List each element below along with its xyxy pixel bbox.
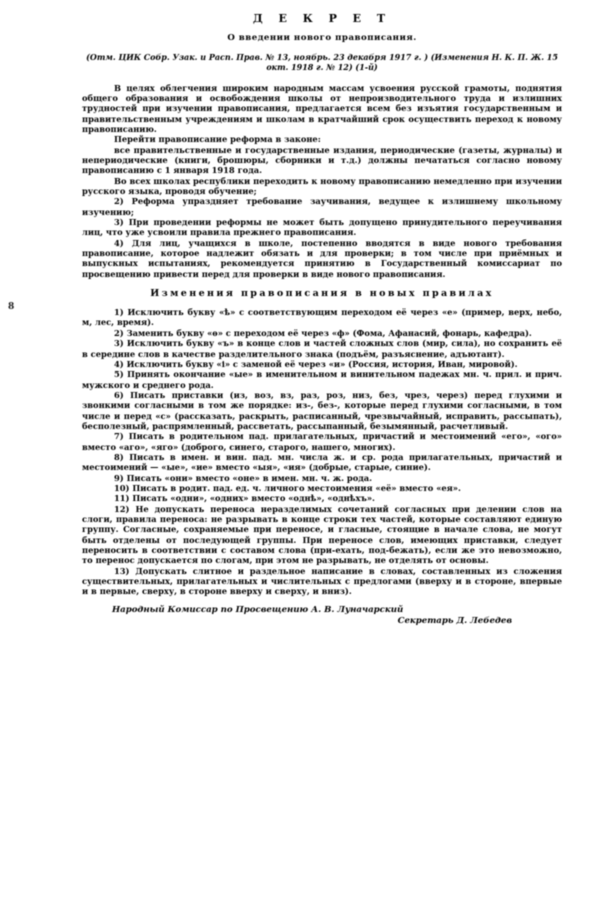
document-source: (Отм. ЦИК Собр. Узак. и Расп. Прав. № 13, ноябрь. 23 декабря 1917 г. ) (Изменения Н. К. П. Ж. 15 окт. 1918 г. № 12) (1-й) [86, 52, 558, 72]
paragraph: Во всех школах республики переходить к новому правописанию немедленно при изучении русского языка, проводя обучение; [82, 175, 562, 197]
rule-item: 4) Исключить букву «і» с заменой её через «и» (Россия, история, Иван, мировой). [114, 358, 518, 369]
document-title: Д Е К Р Е Т [252, 12, 392, 25]
rule-item: 11) Писать «одни», «одних» вместо «однѣ», «однѣхъ». [114, 493, 375, 504]
intro-section [82, 83, 562, 280]
paragraph: все правительственные и государственные издания, периодические (газеты, журналы) и непериодические (книги, брошюры, сборники и т.д.) должны печататься согласно новому правописанию с 1 января 1918 года. [82, 144, 562, 176]
rule-item: 9) Писать «они» вместо «оне» в имен. мн. ч. ж. рода. [114, 472, 373, 483]
secretary-signature: Секретарь Д. Лебедев [397, 615, 512, 626]
rule-item: 6) Писать приставки (из, воз, вз, раз, роз, низ, без, чрез, через) перед глухими и звонкими согласными в том же порядке: из-, без-, которые перед глухими согласными, в том числе и перед «с» (рассказать, раскрыть, расписанный, чрезвычайный, исправить, рассыпать), бесполезный, распрямленный, рассветать, рассыпанный, безымянный, расчетливый. [82, 389, 562, 431]
paragraph: 4) Для лиц, учащихся в школе, постепенно вводятся в виде нового требования правописание, которое надлежит обязать и для проверки; в том числе при приёмных и выпускных испытаниях, рекомендуется принятию в Государственный комиссариат по просвещению привести перед для проверки в виде нового правописания. [82, 237, 562, 279]
paragraph: Перейти правописание реформа в законе: [114, 134, 321, 145]
rule-item: 7) Писать в родительном пад. прилагательных, причастий и местоимений «его», «ого» вместо «аго», «яго» (доброго, синего, старого, нашего, многих). [82, 431, 562, 452]
paragraph: 3) При проведении реформы не может быть допущено принудительного переучивания лиц, что уже усвоили правила прежнего правописания. [82, 217, 562, 238]
rule-item: 12) Не допускать переноса неразделимых сочетаний согласных при делении слов на слоги, правила переноса: не разрывать в конце строки тех частей, которые составляют единую группу. Согласные, сохраняемые при переносе, и гласные, стоящие в начале слова, не могут быть отделены от последующей группы. При переносе слов, имеющих приставки, следует переносить в соответствии с составом слова (при-ехать, под-бежать), если же это невозможно, то перенос допускается по слогам, при этом не разрывать, не отделять от основы. [82, 503, 562, 566]
rule-item: 5) Принять окончание «ые» в именительном и винительном падежах мн. ч. прил. и прич. мужского и среднего рода. [82, 369, 562, 390]
rules-section [82, 307, 562, 597]
margin-mark: 8 [8, 302, 15, 312]
rule-item: 3) Исключить букву «ъ» в конце слов и частей сложных слов (мир, сила), но сохранить её в середине слов в качестве разделительного знака (подъём, разъяснение, адъютант). [82, 338, 562, 359]
paragraph: В целях облегчения широким народным массам усвоения русской грамоты, поднятия общего образования и освобождения школы от непроизводительного труда и излишних трудностей при изучении правописания, предлагается всем без изъятия государственным и правительственным учреждениям и школам в кратчайший срок осуществить переход к новому правописанию. [82, 82, 562, 134]
rule-item: 2) Заменить букву «ѳ» с переходом её через «ф» (Фома, Афанасий, фонарь, кафедра). [114, 327, 532, 338]
rule-item: 10) Писать в родит. пад. ед. ч. личного местоимения «её» вместо «ея». [114, 482, 461, 493]
document-subtitle: О введении нового правописания. [227, 33, 417, 43]
section-heading: Изменения правописания в новых правилах [150, 288, 494, 300]
rule-item: 1) Исключить букву «ѣ» с соответствующим переходом её через «е» (пример, верх, небо, м, лес, время). [82, 307, 562, 328]
commissar-signature: Народный Комиссар по Просвещению А. В. Луначарский [112, 604, 404, 615]
rule-item: 13) Допускать слитное и раздельное написание в словах, составленных из сложения существительных, прилагательных и числительных с предлогами (вверху и в стороне, впервые и в первые, сверху, в стороне вверху и сверху, и вниз). [82, 565, 562, 597]
rule-item: 8) Писать в имен. и вин. пад. мн. числа ж. и ср. рода прилагательных, причастий и местоимений — «ые», «ие» вместо «ыя», «ия» (добрые, старые, синие). [82, 451, 562, 473]
paragraph: 2) Реформа упраздняет требование заучивания, ведущее к излишнему школьному изучению; [82, 196, 562, 217]
